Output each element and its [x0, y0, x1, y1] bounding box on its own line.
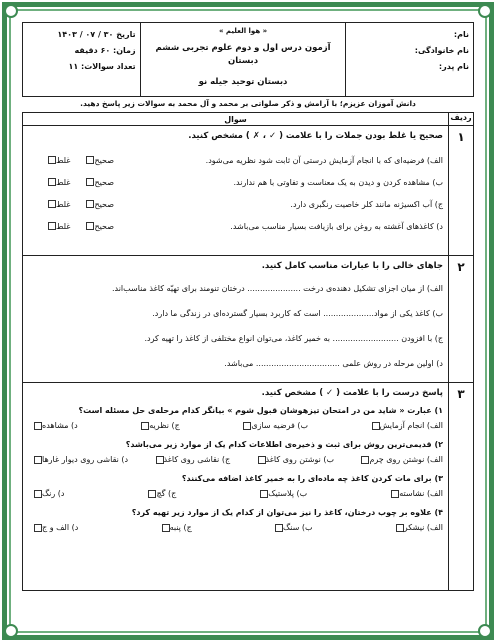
- option-label: ب) نوشتن روی کاغذ: [265, 455, 335, 464]
- corner-ornament: [4, 4, 18, 18]
- logo-text: « هوا العلیم »: [218, 27, 268, 35]
- sub-question-text: ۱) عبارت « شاید من در امتحان تیزهوشان قبول شوم » بیانگر کدام مرحله‌ی حل مسئله است؟: [78, 406, 443, 415]
- true-false-item: [28, 171, 443, 193]
- checkbox[interactable]: [156, 456, 164, 464]
- answer-option[interactable]: [32, 455, 128, 464]
- answer-option[interactable]: [32, 489, 64, 498]
- answer-option[interactable]: [258, 489, 307, 498]
- true-option[interactable]: [84, 222, 114, 231]
- option-label: د) مشاهده: [42, 421, 78, 430]
- father-label: نام پدر:: [438, 62, 469, 71]
- answer-option[interactable]: [389, 489, 443, 498]
- answer-option[interactable]: [241, 421, 308, 430]
- answer-option[interactable]: [32, 421, 78, 430]
- options-row: [28, 489, 443, 498]
- option-label: الف) انجام آزمایش: [379, 421, 443, 430]
- question-count: تعداد سوالات: ۱۱: [68, 62, 136, 71]
- statement-text: الف) فرضیه‌ای که با انجام آزمایش درستی آن ثابت شود نظریه می‌شود.: [205, 155, 443, 165]
- corner-ornament: [478, 624, 492, 638]
- checkbox[interactable]: [258, 456, 266, 464]
- answer-option[interactable]: [32, 523, 78, 532]
- options-row: [28, 523, 443, 532]
- sub-question-text: ۴) علاوه بر چوب درختان، کاغذ را نیز می‌توان از کدام یک از موارد زیر تهیه کرد؟: [131, 508, 443, 517]
- option-label: ج) نظریه: [149, 421, 180, 430]
- checkbox[interactable]: [162, 524, 170, 532]
- answer-option[interactable]: [359, 455, 443, 464]
- true-option[interactable]: [84, 156, 114, 165]
- answer-option[interactable]: [394, 523, 443, 532]
- question-number: ۲: [449, 256, 474, 383]
- checkbox[interactable]: [48, 200, 56, 208]
- option-label: ب) سنگ: [283, 523, 313, 532]
- option-label: ج) پنبه: [169, 523, 192, 532]
- sub-question: [28, 474, 443, 498]
- option-label: د) نقاشی روی دیوار غارها: [42, 455, 129, 464]
- true-false-item: [28, 193, 443, 215]
- corner-ornament: [478, 4, 492, 18]
- fill-blank-item: الف) از میان اجزای تشکیل دهنده‌ی درخت ..................... درختان تنومند برای تهیّه کاغذ مناسب‌اند.: [111, 284, 443, 293]
- checkbox[interactable]: [34, 422, 42, 430]
- row-header: ردیف: [449, 113, 474, 126]
- true-false-options: [28, 178, 114, 187]
- answer-option[interactable]: [370, 421, 443, 430]
- option-label: د) الف و ج: [42, 523, 79, 532]
- sub-question: [28, 406, 443, 430]
- option-label: الف) نوشتن روی چرم: [369, 455, 443, 464]
- true-false-item: [28, 215, 443, 237]
- checkbox[interactable]: [48, 156, 56, 164]
- family-label: نام خانوادگی:: [414, 46, 469, 55]
- sub-question: [28, 440, 443, 464]
- true-label: صحیح: [94, 199, 114, 209]
- sub-question-text: ۲) قدیمی‌ترین روش برای ثبت و ذخیره‌ی اطلاعات کدام یک از موارد زیر می‌باشد؟: [125, 440, 443, 449]
- statement-text: ب) مشاهده کردن و دیدن به یک معناست و تفاوتی با هم ندارند.: [233, 177, 443, 187]
- answer-option[interactable]: [139, 421, 180, 430]
- true-option[interactable]: [84, 200, 114, 209]
- checkbox[interactable]: [275, 524, 283, 532]
- exam-date: تاریخ ۳۰ / ۰۷ / ۱۴۰۳: [57, 30, 136, 39]
- question-number: ۳: [449, 383, 474, 591]
- checkbox[interactable]: [34, 490, 42, 498]
- option-label: ب) فرضیه سازی: [251, 421, 309, 430]
- fill-blank-item: ب) کاغذ یکی از مواد.................... است که کاربرد بسیار گسترده‌ای در زندگی ما دارد.: [152, 309, 443, 318]
- false-label: غلط: [56, 221, 71, 231]
- false-option[interactable]: [46, 200, 70, 209]
- false-label: غلط: [56, 177, 71, 187]
- options-row: [28, 455, 443, 464]
- exam-page: [22, 22, 474, 622]
- fill-blank-item: د) اولین مرحله در روش علمی ................................. می‌باشد.: [224, 359, 443, 368]
- questions-table: [22, 112, 474, 591]
- checkbox[interactable]: [48, 178, 56, 186]
- true-label: صحیح: [94, 177, 114, 187]
- answer-option[interactable]: [154, 455, 231, 464]
- answer-option[interactable]: [146, 489, 176, 498]
- statement-text: د) کاغذهای آغشته به روغن برای بازیافت بسیار مناسب می‌باشد.: [230, 221, 443, 231]
- sub-question-text: ۳) برای مات کردن کاغذ چه ماده‌ای را به خمیر کاغذ اضافه می‌کنند؟: [181, 474, 443, 483]
- checkbox[interactable]: [396, 524, 404, 532]
- true-false-options: [28, 200, 114, 209]
- exam-title: آزمون درس اول و دوم علوم تجربی ششم دبستان: [155, 43, 331, 66]
- true-false-options: [28, 156, 114, 165]
- false-option[interactable]: [46, 222, 70, 231]
- question-title: پاسخ درست را با علامت ( ✓ ) مشخص کنید.: [261, 388, 443, 398]
- options-row: [28, 421, 443, 430]
- true-option[interactable]: [84, 178, 114, 187]
- exam-time: زمان: ۶۰ دقیقه: [74, 46, 136, 55]
- answer-option[interactable]: [273, 523, 312, 532]
- answer-option[interactable]: [160, 523, 192, 532]
- false-option[interactable]: [46, 156, 70, 165]
- false-label: غلط: [56, 199, 71, 209]
- true-label: صحیح: [94, 155, 114, 165]
- fill-blank-item: ج) با افزودن .......................... به خمیر کاغذ، می‌توان انواع مختلفی از کاغذ را تهیه کرد.: [144, 334, 443, 343]
- question-header: سوال: [23, 113, 449, 126]
- checkbox[interactable]: [391, 490, 399, 498]
- true-label: صحیح: [94, 221, 114, 231]
- option-label: د) رنگ: [42, 489, 65, 498]
- option-label: ج) گچ: [156, 489, 177, 498]
- checkbox[interactable]: [34, 456, 42, 464]
- question-title: جاهای خالی را با عبارات مناسب کامل کنید.: [261, 261, 443, 271]
- exam-title-cell: [140, 23, 346, 97]
- exam-info: [23, 23, 141, 97]
- checkbox[interactable]: [48, 222, 56, 230]
- question-number: ۱: [449, 126, 474, 256]
- true-false-item: [28, 149, 443, 171]
- name-label: نام:: [453, 30, 469, 39]
- header-table: [22, 22, 474, 97]
- answer-option[interactable]: [256, 455, 334, 464]
- option-label: الف) نیشکر: [403, 523, 443, 532]
- false-label: غلط: [56, 155, 71, 165]
- checkbox[interactable]: [34, 524, 42, 532]
- school-name: دبستان توحید جیله نو: [198, 77, 288, 87]
- question-title: صحیح یا غلط بودن جملات را با علامت ( ✓ ، ✗ ) مشخص کنید.: [188, 131, 443, 141]
- option-label: ب) پلاستیک: [268, 489, 308, 498]
- false-option[interactable]: [46, 178, 70, 187]
- corner-ornament: [4, 624, 18, 638]
- question-1: [23, 126, 449, 256]
- instructions-note: دانش آموزان عزیزم؛ با آرامش و ذکر صلواتی بر محمد و آل محمد به سوالات زیر پاسخ دهید.: [80, 99, 416, 108]
- student-info: [346, 23, 474, 97]
- question-3: [23, 383, 449, 591]
- option-label: ج) نقاشی روی کاغذ: [163, 455, 231, 464]
- question-2: [23, 256, 449, 383]
- option-label: الف) نشاسته: [399, 489, 443, 498]
- checkbox[interactable]: [372, 422, 380, 430]
- sub-question: [28, 508, 443, 532]
- statement-text: ج) آب اکسیژنه مانند کلر خاصیت رنگبری دارد.: [290, 199, 443, 209]
- true-false-options: [28, 222, 114, 231]
